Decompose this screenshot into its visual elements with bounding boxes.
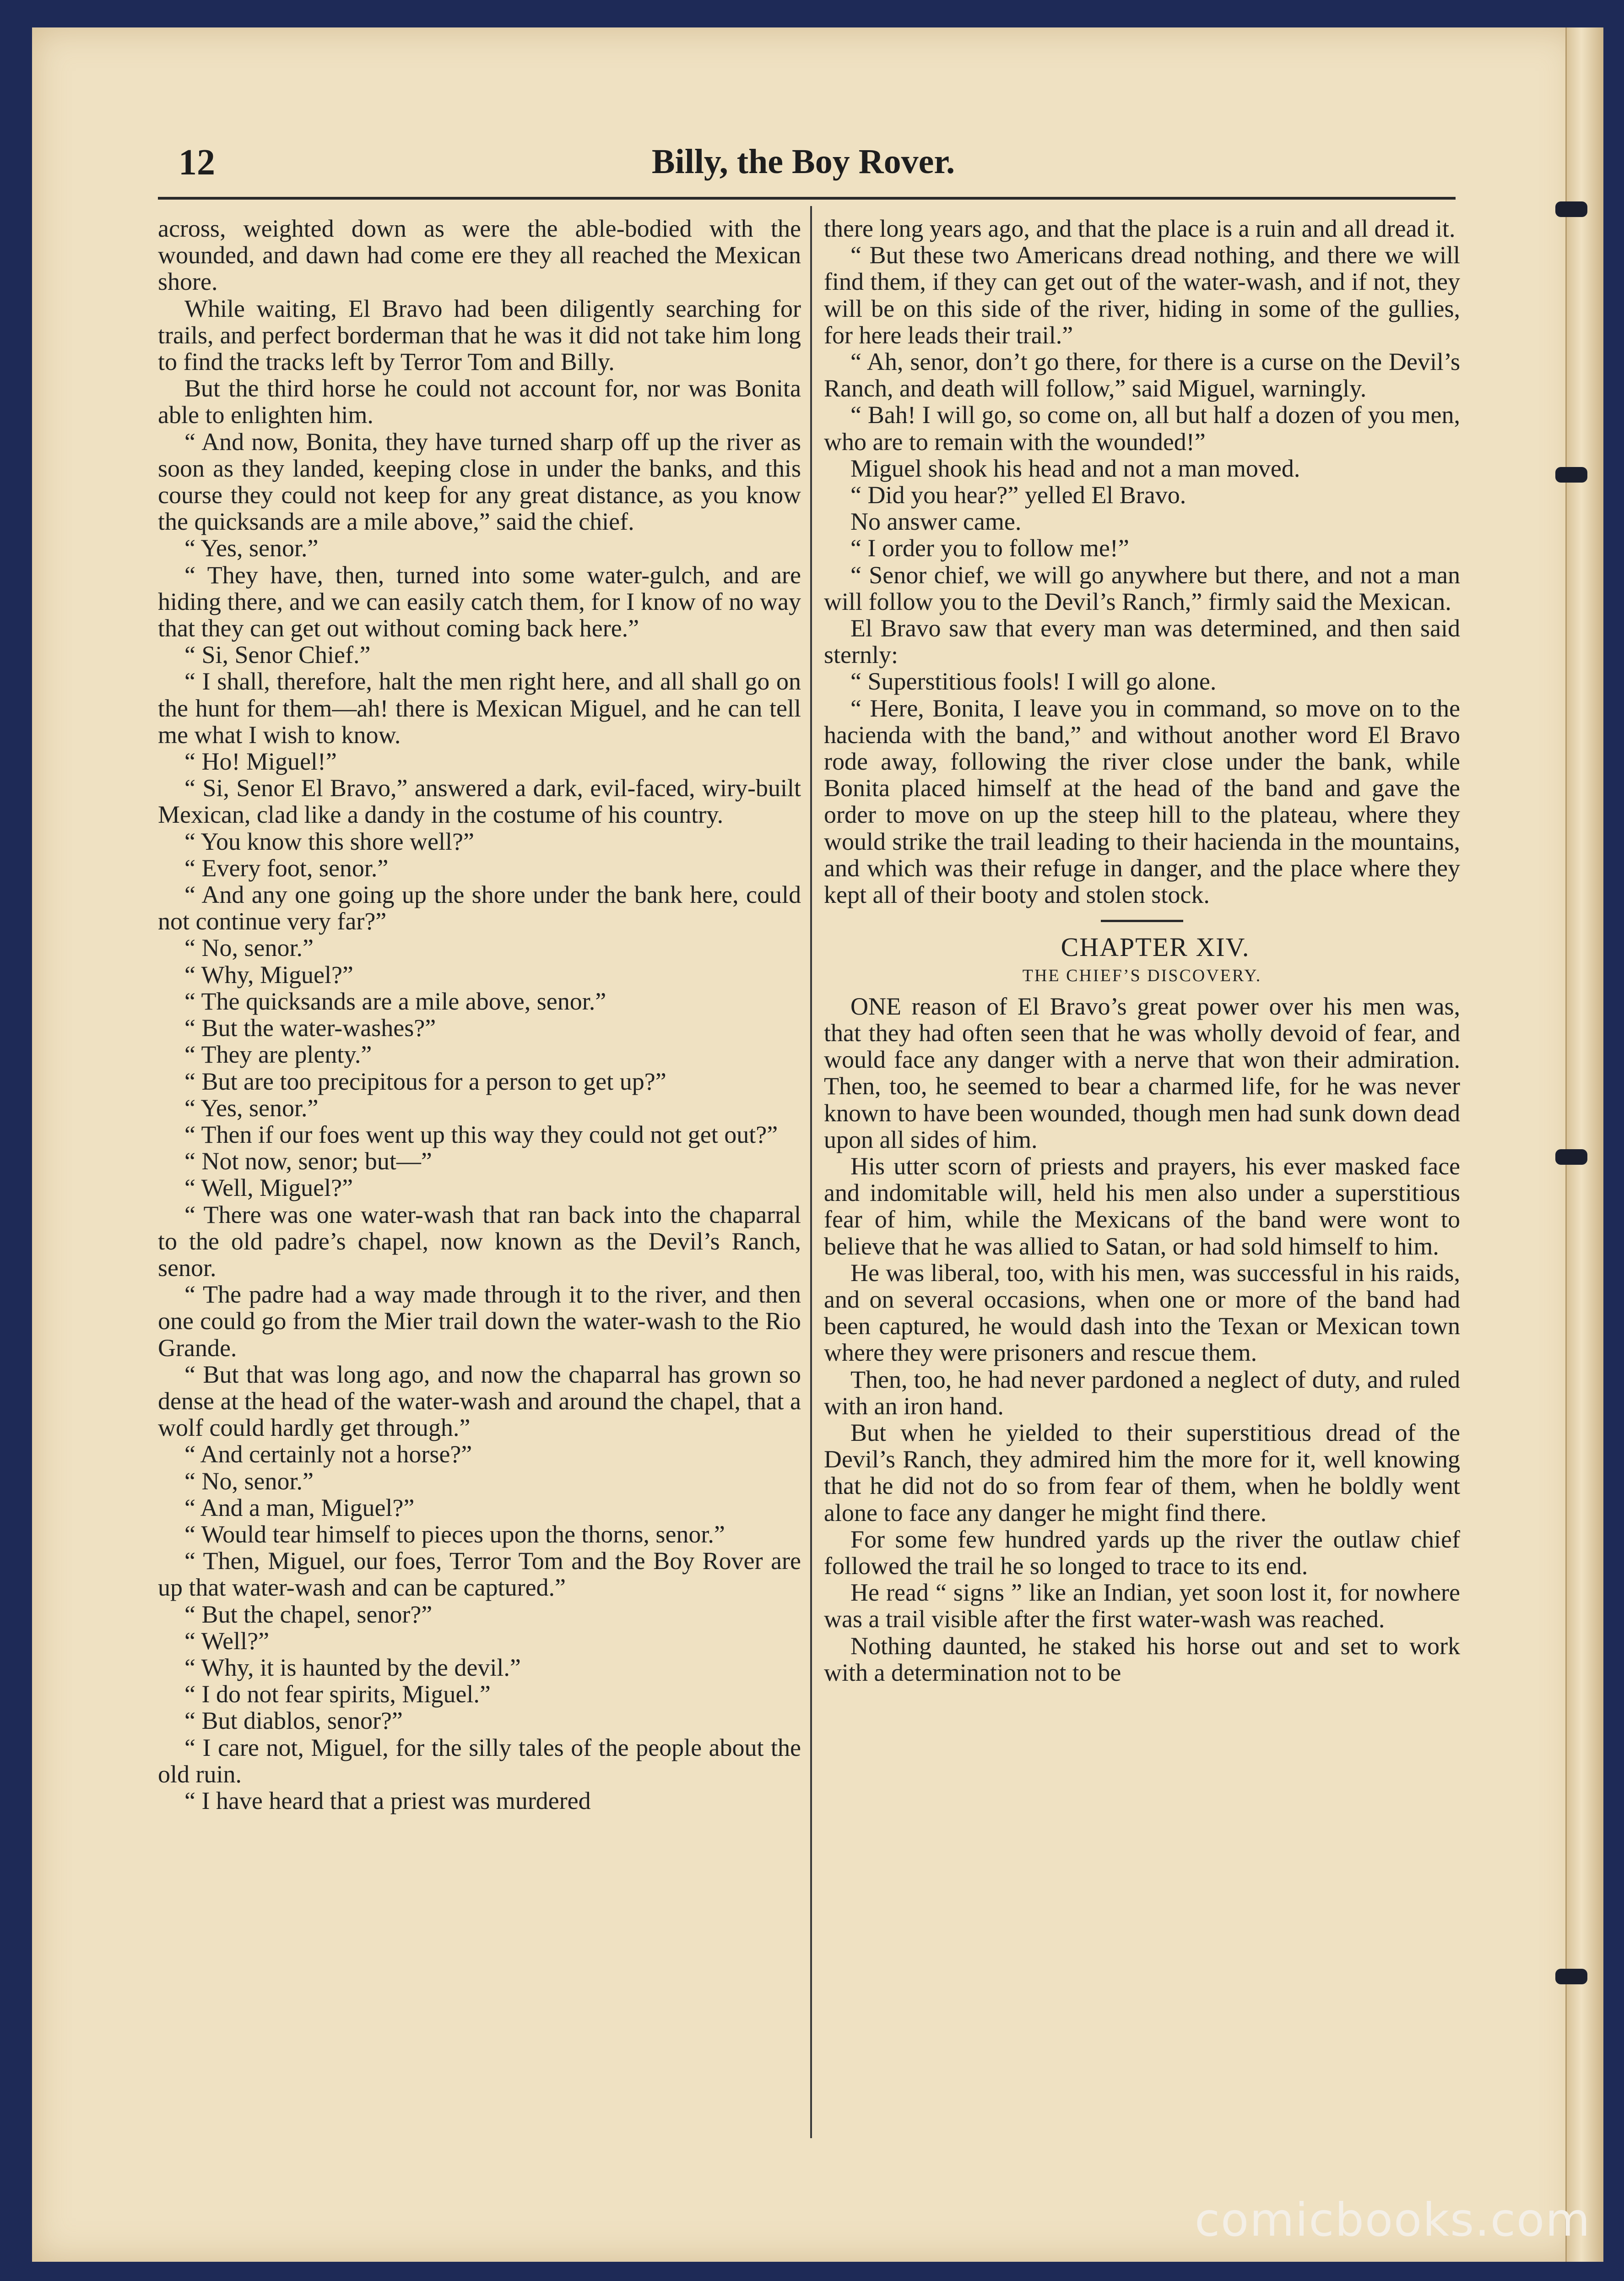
paragraph: “ Well, Miguel?” (184, 1174, 353, 1202)
paragraph: “ I do not fear spirits, Miguel.” (184, 1680, 491, 1708)
paragraph: While waiting, El Bravo had been diligently searching for trails, and perfect borderman that he was it did not take him long to find the tracks left by Terror Tom and Billy. (158, 294, 801, 376)
paragraph: “ Why, Miguel?” (184, 961, 353, 988)
paragraph: “ No, senor.” (184, 934, 314, 962)
paragraph: “ But are too precipitous for a person to get up?” (184, 1067, 666, 1095)
paragraph: But the third horse he could not account for, nor was Bonita able to enlighten him. (158, 375, 801, 429)
paragraph: For some few hundred yards up the river the outlaw chief followed the trail he so longed to trace to its end. (824, 1525, 1460, 1580)
watermark: comicbooks.com (1195, 2193, 1591, 2247)
paragraph: “ They have, then, turned into some water-gulch, and are hiding there, and we can easily catch them, for I know of no way that they can get out without coming back here.” (158, 561, 801, 642)
page-binding (1565, 27, 1603, 2262)
paragraph: “ I order you to follow me!” (850, 534, 1129, 562)
paragraph: Miguel shook his head and not a man moved. (850, 454, 1300, 482)
paragraph: “ Yes, senor.” (184, 534, 319, 562)
right-column-upper (824, 215, 1460, 908)
paragraph: He was liberal, too, with his men, was successful in his raids, and on several occasions, when one or more of the band had been captured, he would dash into the Texan or Mexican town where they were prisoners and rescue them. (824, 1259, 1460, 1367)
paragraph: across, weighted down as were the able-bodied with the wounded, and dawn had come ere they all reached the Mexican shore. (158, 215, 801, 296)
page-number: 12 (179, 142, 215, 183)
right-column (824, 215, 1460, 2138)
paragraph: “ And any one going up the shore under the bank here, could not continue very far?” (158, 881, 801, 935)
paragraph: “ Not now, senor; but—” (184, 1147, 432, 1175)
paragraph: “ Then, Miguel, our foes, Terror Tom and the Boy Rover are up that water-wash and can be captured.” (158, 1547, 801, 1602)
paragraph: “ Si, Senor Chief.” (184, 641, 371, 669)
paragraph: there long years ago, and that the place is a ruin and all dread it. (824, 215, 1456, 242)
paragraph: “ They are plenty.” (184, 1041, 372, 1069)
paragraph: Nothing daunted, he staked his horse out and set to work with a determination not to be (824, 1632, 1460, 1686)
paragraph: “ And now, Bonita, they have turned sharp off up the river as soon as they landed, keeping close in under the banks, and this course they could not keep for any great distance, as you know the quicksands are a mile above,” said the chief. (158, 428, 801, 536)
paragraph: “ Then if our foes went up this way they could not get out?” (184, 1120, 778, 1148)
paragraph: “ Superstitious fools! I will go alone. (850, 668, 1217, 695)
paragraph: “ But these two Americans dread nothing, and there we will find them, if they can get out of the water-wash, and if not, they will be on this side of the river, hiding in some of the gullies, for here leads their trail.” (824, 241, 1460, 349)
paragraph: “ Ho! Miguel!” (184, 748, 337, 776)
paragraph: His utter scorn of priests and prayers, his ever masked face and indomitable will, held his men also under a superstitious fear of him, while the Mexicans of the band were wont to believe that he was allied to Satan, or had sold himself to him. (824, 1152, 1460, 1260)
paragraph: “ I have heard that a priest was murdered (184, 1787, 591, 1814)
binding-staple (1555, 1969, 1587, 1984)
binding-staple (1555, 467, 1587, 483)
paragraph: “ The padre had a way made through it to the river, and then one could go from the Mier trail down the water-wash to the Rio Grande. (158, 1281, 801, 1362)
paragraph: “ Every foot, senor.” (184, 854, 389, 882)
paragraph: But when he yielded to their superstitious dread of the Devil’s Ranch, they admired him the more for it, well knowing that he did not do so from fear of them, when he boldly went alone to face any danger he might find there. (824, 1418, 1460, 1526)
paragraph: “ No, senor.” (184, 1467, 314, 1495)
paragraph: “ Would tear himself to pieces upon the thorns, senor.” (184, 1520, 725, 1548)
paragraph: “ But the water-washes?” (184, 1014, 436, 1042)
paragraph: “ But that was long ago, and now the chaparral has grown so dense at the head of the water-wash and around the chapel, that a wolf could hardly get through.” (158, 1360, 801, 1442)
page-header (153, 137, 1453, 192)
paragraph: “ And a man, Miguel?” (184, 1494, 415, 1521)
chapter-rule (1101, 920, 1183, 922)
paragraph: “ The quicksands are a mile above, senor.” (184, 987, 606, 1015)
paragraph: ONE reason of El Bravo’s great power over his men was, that they had often seen that he was wholly devoid of fear, and would face any danger with a nerve that won their admiration. Then, too, he seemed to bear a charmed life, for he was never known to have been wounded, though men had sunk down dead upon all sides of him. (824, 992, 1460, 1153)
binding-staple (1555, 1149, 1587, 1165)
paragraph: El Bravo saw that every man was determined, and then said sternly: (824, 614, 1460, 669)
running-title: Billy, the Boy Rover. (651, 142, 955, 181)
paragraph: “ Here, Bonita, I leave you in command, so move on to the hacienda with the band,” and without another word El Bravo rode away, following the river close under the bank, while Bonita placed himself at the head of the band and gave the order to move on up the steep hill to the plateau, where they would strike the trail leading to their hacienda in the mountains, and which was their refuge in danger, and the place where they kept all of their booty and stolen stock. (824, 694, 1460, 909)
paragraph: “ Yes, senor.” (184, 1094, 319, 1122)
paragraph: “ Why, it is haunted by the devil.” (184, 1653, 521, 1681)
paragraph: Then, too, he had never pardoned a neglect of duty, and ruled with an iron hand. (824, 1365, 1460, 1420)
paragraph: “ And certainly not a horse?” (184, 1440, 472, 1468)
chapter-subtitle: THE CHIEF’S DISCOVERY. (1022, 966, 1262, 986)
paragraph: “ Si, Senor El Bravo,” answered a dark, evil-faced, wiry-built Mexican, clad like a dandy in the costume of his country. (158, 774, 801, 829)
paragraph: “ Did you hear?” yelled El Bravo. (850, 481, 1186, 509)
paragraph: “ Bah! I will go, so come on, all but half a dozen of you men, who are to remain with the wounded!” (824, 401, 1460, 456)
paragraph: “ I shall, therefore, halt the men right here, and all shall go on the hunt for them—ah! there is Mexican Miguel, and he can tell me what I wish to know. (158, 668, 801, 749)
binding-staple (1555, 201, 1587, 217)
header-rule (158, 197, 1456, 200)
paragraph: “ Senor chief, we will go anywhere but there, and not a man will follow you to the Devil’s Ranch,” firmly said the Mexican. (824, 561, 1460, 615)
right-column-lower (824, 993, 1460, 1686)
paragraph: “ You know this shore well?” (184, 827, 474, 855)
column-divider (810, 206, 812, 2138)
paragraph: No answer came. (850, 508, 1022, 536)
paragraph: “ But the chapel, senor?” (184, 1600, 433, 1628)
chapter-title: CHAPTER XIV. (1061, 932, 1250, 962)
paragraph: “ Well?” (184, 1627, 270, 1655)
paragraph: “ I care not, Miguel, for the silly tales of the people about the old ruin. (158, 1733, 801, 1788)
left-column (158, 215, 801, 2138)
paragraph: “ Ah, senor, don’t go there, for there is a curse on the Devil’s Ranch, and death will follow,” said Miguel, warningly. (824, 348, 1460, 402)
paragraph: “ There was one water-wash that ran back into the chaparral to the old padre’s chapel, now known as the Devil’s Ranch, senor. (158, 1200, 801, 1282)
paragraph: He read “ signs ” like an Indian, yet soon lost it, for nowhere was a trail visible after the first water-wash was reached. (824, 1579, 1460, 1633)
paragraph: “ But diablos, senor?” (184, 1707, 403, 1735)
